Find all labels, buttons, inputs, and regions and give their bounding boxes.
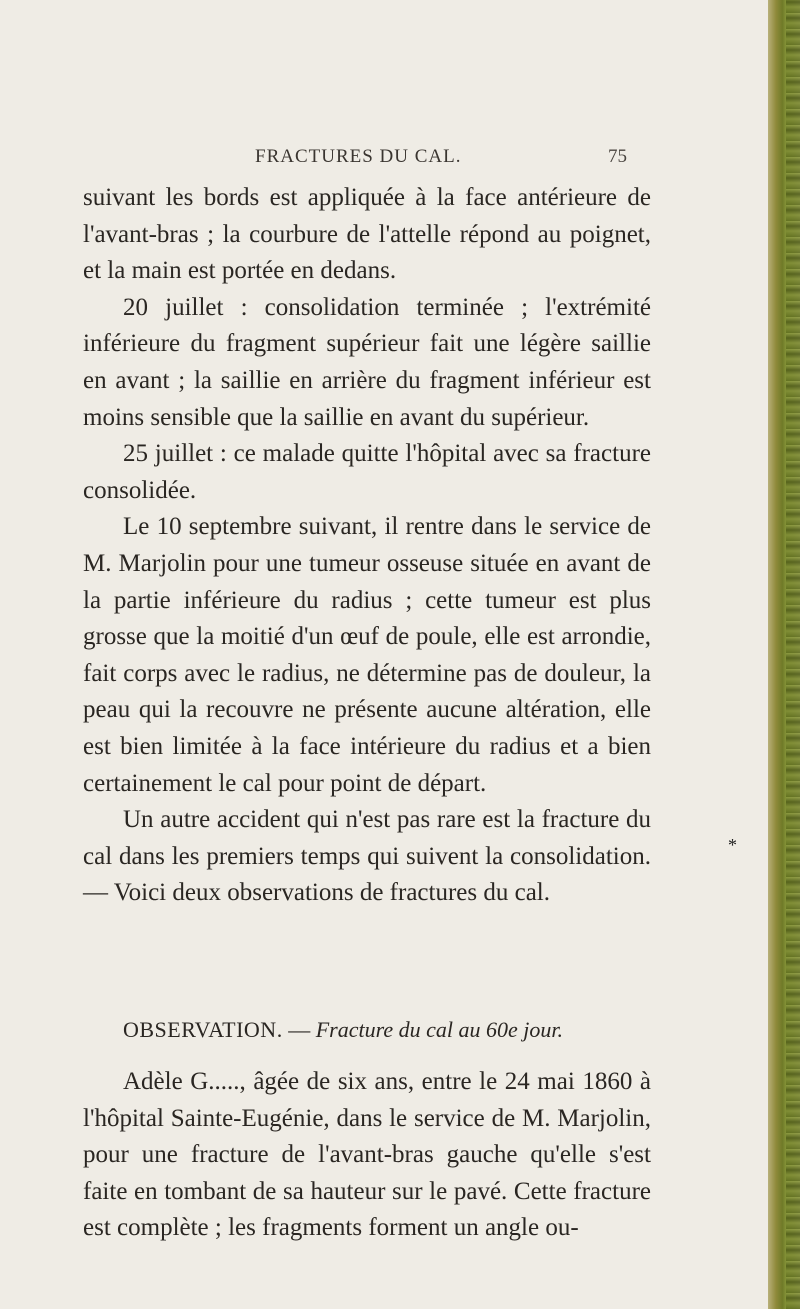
body-text [83, 180, 651, 912]
observation-body [83, 1064, 651, 1247]
observation-heading [123, 1016, 683, 1044]
paragraph: 25 juillet : ce malade quitte l'hôpital avec sa fracture consolidée. [83, 440, 651, 504]
margin-mark: * [728, 835, 737, 855]
binding-cloth [786, 0, 800, 1309]
book-binding-edge [768, 0, 800, 1309]
observation-dash: — [282, 1017, 316, 1042]
paragraph: 20 juillet : consolidation terminée ; l'extrémité inférieure du fragment supérieur fait une légère saillie en avant ; la saillie en arrière du fragment inférieur est moins sensible que la saillie en avant du supérieur. [83, 293, 651, 431]
page-number: 75 [608, 146, 627, 167]
paragraph: suivant les bords est appliquée à la face antérieure de l'avant-bras ; la courbure de l'attelle répond au poignet, et la main est portée en dedans. [83, 184, 651, 285]
observation-label: OBSERVATION. [123, 1017, 283, 1042]
paragraph: Un autre accident qui n'est pas rare est la fracture du cal dans les premiers temps qui suivent la consolidation. — Voici deux observations de fractures du cal. [83, 806, 651, 907]
observation-paragraph: Adèle G....., âgée de six ans, entre le 24 mai 1860 à l'hôpital Sainte-Eugénie, dans le service de M. Marjolin, pour une fracture de l'avant-bras gauche qu'elle s'est faite en tombant de sa hauteur sur le pavé. Cette fracture est complète ; les fragments forment un angle ou- [83, 1068, 651, 1242]
observation-title: Fracture du cal au 60e jour. [315, 1017, 563, 1042]
paragraph: Le 10 septembre suivant, il rentre dans le service de M. Marjolin pour une tumeur osseuse située en avant de la partie inférieure du radius ; cette tumeur est plus grosse que la moitié d'un œuf de poule, elle est arrondie, fait corps avec le radius, ne détermine pas de douleur, la peau qui la recouvre ne présente aucune altération, elle est bien limitée à la face intérieure du radius et a bien certainement le cal pour point de départ. [83, 513, 651, 797]
page-header [0, 146, 768, 174]
running-head: FRACTURES DU CAL. [255, 146, 462, 167]
